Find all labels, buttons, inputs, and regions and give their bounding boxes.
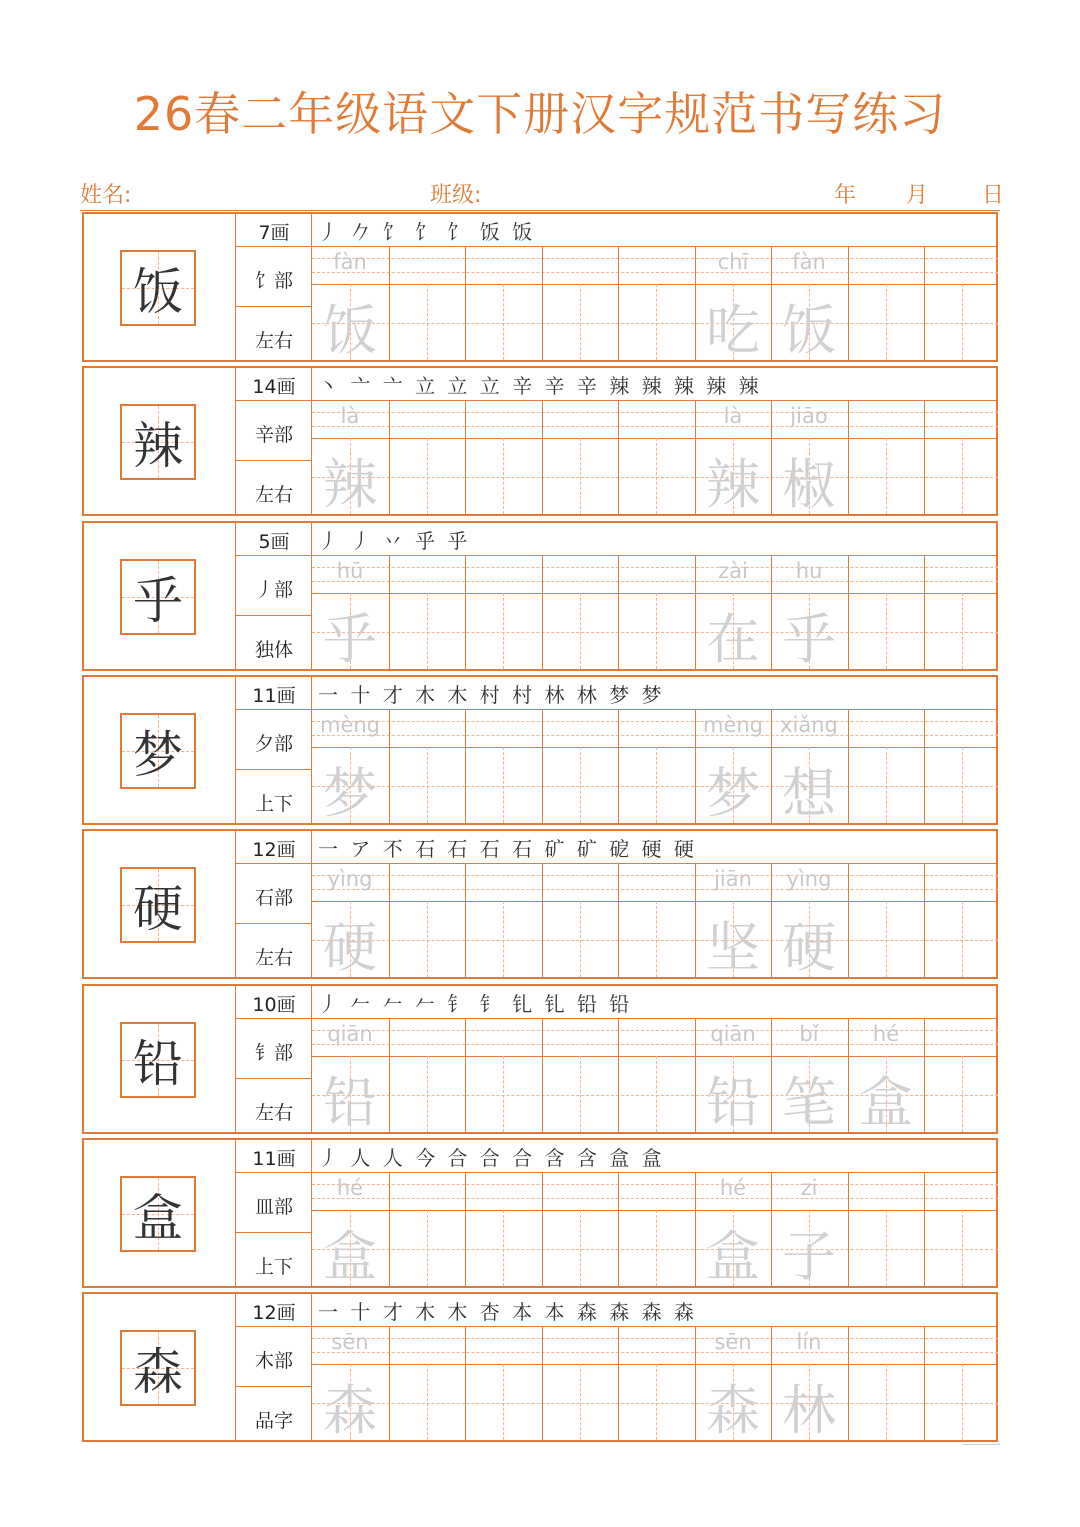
cell-pinyin: là <box>723 404 743 428</box>
stroke-count: 14画 <box>252 376 296 398</box>
cell-trace-char: 梦 <box>706 762 760 825</box>
stroke-order: 丿 人 人 今 合 合 合 含 含 盒 盒 <box>318 1146 665 1170</box>
model-char: 森 <box>133 1343 183 1401</box>
radical: 钅部 <box>254 1042 293 1064</box>
year-label: 年 <box>834 183 857 208</box>
cell-pinyin: yìng <box>786 867 832 891</box>
radical: 丿部 <box>254 579 293 601</box>
cell-pinyin: mèng <box>319 713 381 737</box>
radical: 夕部 <box>254 733 293 755</box>
cell-pinyin: lín <box>796 1330 822 1354</box>
class-label: 班级: <box>430 183 482 208</box>
cell-pinyin: zi <box>800 1176 818 1200</box>
header-underline <box>80 210 1000 211</box>
stroke-order: 丿 𠂊 饣 饣 饣 饭 饭 <box>318 220 536 244</box>
cell-pinyin: hé <box>336 1176 364 1200</box>
radical: 皿部 <box>254 1196 293 1218</box>
stroke-order: 一 十 才 木 木 杏 本 本 森 森 森 森 <box>318 1300 697 1324</box>
model-char: 梦 <box>133 726 183 784</box>
section-frame <box>82 212 998 362</box>
structure: 左右 <box>254 330 293 352</box>
stroke-count: 5画 <box>258 531 290 553</box>
model-char: 饭 <box>133 263 183 321</box>
cell-pinyin: fàn <box>792 250 826 274</box>
stroke-order: 丶 亠 亠 立 立 立 辛 辛 辛 辣 辣 辣 辣 辣 <box>318 374 762 398</box>
cell-pinyin: hé <box>872 1022 900 1046</box>
stroke-count: 11画 <box>252 1148 296 1170</box>
stroke-count: 12画 <box>252 1302 296 1324</box>
radical: 饣部 <box>254 270 293 292</box>
model-char-box <box>120 559 196 635</box>
model-char: 乎 <box>133 572 183 630</box>
model-char-box <box>120 1022 196 1098</box>
cell-pinyin: hé <box>719 1176 747 1200</box>
cell-pinyin: là <box>340 404 360 428</box>
section-frame <box>82 521 998 671</box>
cell-pinyin: chī <box>717 250 749 274</box>
cell-trace-char: 饭 <box>782 299 836 362</box>
cell-trace-char: 梦 <box>323 762 377 825</box>
model-char-box <box>120 713 196 789</box>
structure: 独体 <box>254 639 293 661</box>
model-char-box <box>120 250 196 326</box>
cell-pinyin: hū <box>336 559 364 583</box>
model-char-box <box>120 404 196 480</box>
cell-trace-char: 盒 <box>706 1225 760 1288</box>
cell-trace-char: 硬 <box>782 916 836 979</box>
radical: 木部 <box>254 1350 293 1372</box>
cell-pinyin: qiān <box>710 1022 756 1046</box>
stroke-order: 丿 𠂉 𠂉 𠂉 钅 钅 钆 钆 铅 铅 <box>318 992 633 1016</box>
footer-mark <box>962 1444 1000 1445</box>
cell-pinyin: fàn <box>333 250 367 274</box>
structure: 上下 <box>254 1256 293 1278</box>
cell-pinyin: jiāo <box>790 404 828 428</box>
cell-pinyin: qiān <box>327 1022 373 1046</box>
cell-trace-char: 乎 <box>782 608 836 671</box>
structure: 左右 <box>254 484 293 506</box>
cell-trace-char: 辣 <box>323 453 377 516</box>
cell-trace-char: 子 <box>782 1225 836 1288</box>
cell-trace-char: 饭 <box>323 299 377 362</box>
model-char: 盒 <box>133 1189 183 1247</box>
cell-trace-char: 盒 <box>323 1225 377 1288</box>
page-title: 26春二年级语文下册汉字规范书写练习 <box>133 87 947 141</box>
cell-trace-char: 坚 <box>706 916 760 979</box>
name-label: 姓名: <box>80 183 132 208</box>
stroke-order: 一 ア 不 石 石 石 石 矿 矿 砨 硬 硬 <box>318 837 697 861</box>
structure: 左右 <box>254 1102 293 1124</box>
model-char-box <box>120 1176 196 1252</box>
stroke-count: 10画 <box>252 994 296 1016</box>
structure: 品字 <box>254 1410 293 1432</box>
cell-trace-char: 想 <box>782 762 836 825</box>
cell-pinyin: zài <box>718 559 748 583</box>
model-char: 辣 <box>133 417 183 475</box>
cell-trace-char: 硬 <box>323 916 377 979</box>
cell-pinyin: bǐ <box>799 1022 819 1046</box>
stroke-count: 11画 <box>252 685 296 707</box>
month-label: 月 <box>906 183 929 208</box>
cell-trace-char: 森 <box>706 1379 760 1442</box>
radical: 辛部 <box>254 424 293 446</box>
day-label: 日 <box>982 183 1005 208</box>
structure: 左右 <box>254 947 293 969</box>
cell-trace-char: 辣 <box>706 453 760 516</box>
stroke-count: 7画 <box>258 222 290 244</box>
cell-pinyin: mèng <box>702 713 764 737</box>
cell-trace-char: 椒 <box>782 453 836 516</box>
stroke-order: 丿 丿 丷 乎 乎 <box>318 529 471 553</box>
cell-trace-char: 铅 <box>706 1071 760 1134</box>
cell-trace-char: 在 <box>706 608 760 671</box>
cell-trace-char: 乎 <box>323 608 377 671</box>
cell-pinyin: sēn <box>331 1330 369 1354</box>
model-char-box <box>120 867 196 943</box>
cell-trace-char: 笔 <box>782 1071 836 1134</box>
cell-pinyin: xiǎng <box>780 713 838 737</box>
model-char: 铅 <box>133 1035 183 1093</box>
stroke-order: 一 十 才 木 木 村 村 林 林 梦 梦 <box>318 683 665 707</box>
cell-trace-char: 盒 <box>859 1071 913 1134</box>
cell-trace-char: 林 <box>782 1379 836 1442</box>
cell-trace-char: 森 <box>323 1379 377 1442</box>
model-char: 硬 <box>133 880 183 938</box>
stroke-count: 12画 <box>252 839 296 861</box>
structure: 上下 <box>254 793 293 815</box>
cell-pinyin: hu <box>795 559 823 583</box>
model-char-box <box>120 1330 196 1406</box>
radical: 石部 <box>254 887 293 909</box>
cell-pinyin: yìng <box>327 867 373 891</box>
cell-pinyin: sēn <box>714 1330 752 1354</box>
cell-trace-char: 铅 <box>323 1071 377 1134</box>
cell-trace-char: 吃 <box>706 299 760 362</box>
cell-pinyin: jiān <box>714 867 752 891</box>
